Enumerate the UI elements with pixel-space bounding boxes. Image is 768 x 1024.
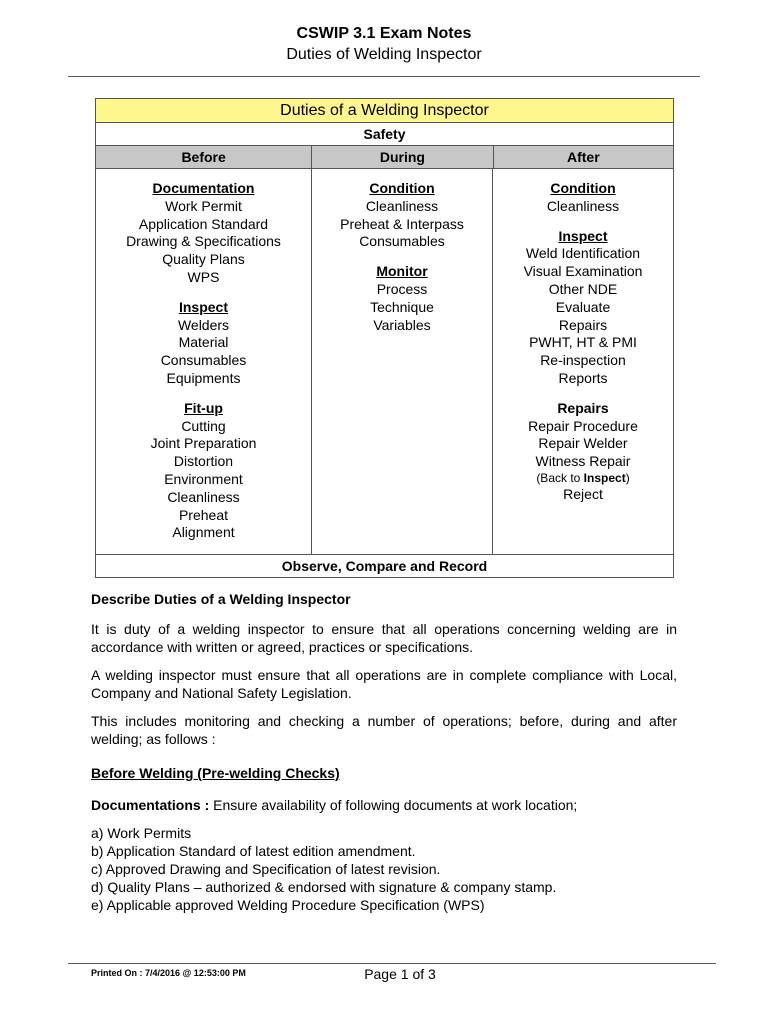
list-item: Consumables [160, 352, 247, 369]
phase-during: During [312, 146, 493, 168]
after-condition-group [493, 180, 673, 216]
paragraph: It is duty of a welding inspector to ensure that all operations concerning welding are in accordance with written or agreed, practices or specifications. [91, 621, 677, 655]
list-item: Weld Identification [525, 245, 641, 262]
list-item: b) Application Standard of latest edition amendment. [91, 843, 416, 859]
list-item: Joint Preparation [150, 435, 257, 452]
list-item: Preheat [178, 506, 229, 523]
note-bold: Inspect [583, 470, 626, 485]
printed-on: Printed On : 7/4/2016 @ 12:53:00 PM [91, 968, 246, 978]
documentations-line [91, 796, 677, 814]
list-item: Application Standard [138, 215, 269, 232]
after-inspect-group [493, 228, 673, 388]
group-heading: Condition [550, 180, 616, 196]
documentations-text: Ensure availability of following documents at work location; [209, 797, 578, 813]
group-heading: Documentation [152, 180, 255, 196]
table-safety-row: Safety [96, 123, 673, 146]
duties-table [95, 98, 674, 578]
group-heading: Repairs [557, 399, 609, 416]
list-item: Equipments [166, 369, 241, 386]
during-column [312, 169, 493, 554]
list-item: Cleanliness [546, 197, 620, 214]
before-fitup-group [96, 400, 311, 542]
list-item: Environment [164, 470, 243, 487]
group-heading: Condition [369, 180, 435, 196]
during-monitor-group [312, 263, 492, 334]
list-item: PWHT, HT & PMI [529, 334, 637, 351]
list-item: Drawing & Specifications [126, 233, 281, 250]
list-item: Process [376, 280, 428, 297]
list-item: WPS [187, 268, 220, 285]
section-heading: Before Welding (Pre-welding Checks) [91, 765, 340, 781]
list-item: Evaluate [555, 298, 611, 315]
list-item: c) Approved Drawing and Specification of latest revision. [91, 861, 441, 877]
documentations-label: Documentations : [91, 797, 210, 813]
header-divider [68, 76, 700, 77]
phase-after: After [566, 149, 600, 165]
paragraph: This includes monitoring and checking a number of operations; before, during and after welding; as follows : [91, 713, 677, 747]
list-item: Re-inspection [540, 352, 626, 369]
list-item: Cleanliness [167, 488, 240, 505]
after-repairs-group [493, 400, 673, 504]
page-number: Page 1 of 3 [364, 966, 436, 982]
list-item: Reports [558, 369, 608, 386]
before-inspect-group [96, 299, 311, 388]
list-item: Variables [373, 316, 431, 333]
list-item: e) Applicable approved Welding Procedure Specification (WPS) [91, 897, 485, 913]
list-item: Quality Plans [162, 251, 245, 268]
group-heading: Inspect [178, 298, 228, 315]
list-item: Witness Repair [535, 453, 631, 470]
list-item: Cleanliness [365, 197, 439, 214]
paragraph: A welding inspector must ensure that all operations are in complete compliance with Local, Company and National Safety Legislation. [91, 667, 677, 701]
table-body [96, 169, 673, 555]
list-item: Cutting [181, 417, 226, 434]
document-title: CSWIP 3.1 Exam Notes [296, 25, 472, 42]
back-to-inspect-note [493, 471, 673, 486]
before-documentation-group [96, 180, 311, 287]
after-column [493, 169, 673, 554]
table-title: Duties of a Welding Inspector [96, 99, 673, 123]
list-item: Alignment [172, 524, 235, 541]
list-item: Welders [177, 316, 230, 333]
before-column [96, 169, 312, 554]
list-item: Material [178, 334, 229, 351]
group-heading: Inspect [558, 227, 608, 244]
list-item: Preheat & Interpass [340, 215, 464, 232]
footer-divider [68, 963, 716, 964]
documents-list [91, 824, 677, 914]
list-item: Other NDE [548, 280, 618, 297]
document-subtitle: Duties of Welding Inspector [286, 46, 482, 63]
table-footer: Observe, Compare and Record [281, 558, 488, 574]
list-item: a) Work Permits [91, 825, 192, 841]
body-heading: Describe Duties of a Welding Inspector [91, 591, 351, 607]
note-suffix: ) [625, 470, 630, 485]
body-section [91, 590, 677, 914]
note-prefix: (Back to [536, 470, 584, 485]
list-item: Repair Procedure [528, 417, 638, 434]
group-heading: Monitor [376, 263, 428, 280]
list-item: Technique [370, 298, 434, 315]
list-item: Repairs [558, 316, 608, 333]
list-item: Work Permit [165, 197, 242, 214]
list-item: Consumables [359, 233, 445, 250]
table-phase-header [96, 146, 673, 169]
group-heading: Fit-up [184, 399, 223, 416]
list-item: Reject [563, 485, 603, 502]
list-item: Distortion [173, 453, 234, 470]
list-item: Visual Examination [523, 263, 643, 280]
during-condition-group [312, 180, 492, 251]
phase-before: Before [96, 146, 312, 168]
list-item: Repair Welder [538, 435, 628, 452]
list-item: d) Quality Plans – authorized & endorsed with signature & company stamp. [91, 879, 557, 895]
